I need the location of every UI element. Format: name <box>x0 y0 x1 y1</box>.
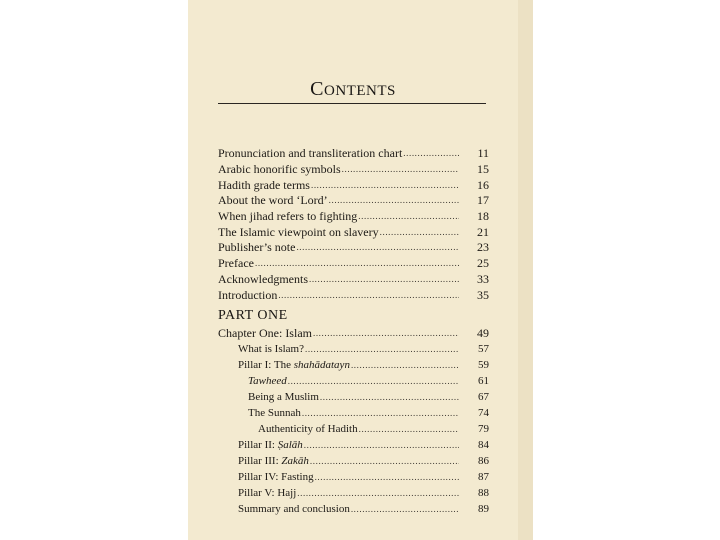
leader-dots <box>351 505 459 514</box>
toc-entry-page: 49 <box>477 326 489 340</box>
leader-dots <box>278 291 459 300</box>
toc-entry-label: Summary and conclusion <box>238 503 350 515</box>
toc-entry-page: 16 <box>477 178 489 192</box>
toc-entry[interactable] <box>238 439 489 452</box>
toc-entry-page: 67 <box>478 391 489 403</box>
toc-entry-label: The Islamic viewpoint on slavery <box>218 225 379 239</box>
toc-entry[interactable] <box>238 503 489 516</box>
leader-dots <box>305 345 459 354</box>
toc-entry[interactable] <box>218 326 489 340</box>
toc-entry-label: What is Islam? <box>238 343 304 355</box>
leader-dots <box>311 181 459 190</box>
leader-dots <box>304 441 459 450</box>
toc-entry[interactable] <box>238 487 489 500</box>
toc-entry-page: 79 <box>478 423 489 435</box>
toc-entry[interactable] <box>238 359 489 372</box>
toc-entry[interactable] <box>218 225 489 239</box>
toc-entry-label: Acknowledgments <box>218 272 308 286</box>
toc-entry-page: 15 <box>477 162 489 176</box>
toc-entry-label: The Sunnah <box>248 407 301 419</box>
toc-entry[interactable] <box>218 193 489 207</box>
toc-entry-label: Pronunciation and transliteration chart <box>218 146 403 160</box>
toc-entry-page: 57 <box>478 343 489 355</box>
title-rule <box>218 103 486 104</box>
toc-entry-page: 21 <box>477 225 489 239</box>
toc-entry-page: 35 <box>477 288 489 302</box>
toc-entry[interactable] <box>238 455 489 468</box>
toc-entry[interactable] <box>218 209 489 223</box>
toc-entry[interactable] <box>238 471 489 484</box>
leader-dots <box>351 361 459 370</box>
leader-dots <box>403 149 459 158</box>
toc-entry-page: 17 <box>477 193 489 207</box>
toc-entry-page: 23 <box>477 240 489 254</box>
toc-entry-label: Pillar IV: Fasting <box>238 471 314 483</box>
toc-entry-page: 18 <box>477 209 489 223</box>
toc-entry[interactable] <box>248 407 489 420</box>
toc-entry[interactable] <box>218 288 489 302</box>
leader-dots <box>310 457 459 466</box>
toc-entry-page: 61 <box>478 375 489 387</box>
toc-entry-label: Authenticity of Hadith <box>258 423 358 435</box>
toc-entry[interactable] <box>218 178 489 192</box>
leader-dots <box>313 329 459 338</box>
toc-entry-page: 25 <box>477 256 489 270</box>
leader-dots <box>359 425 459 434</box>
toc-entry-label: Being a Muslim <box>248 391 319 403</box>
leader-dots <box>288 377 459 386</box>
leader-dots <box>255 259 459 268</box>
toc-entry-label: Introduction <box>218 288 278 302</box>
toc-entry[interactable] <box>218 240 489 254</box>
leader-dots <box>296 243 459 252</box>
leader-dots <box>342 165 459 174</box>
toc-entry-page: 88 <box>478 487 489 499</box>
toc-entry-page: 33 <box>477 272 489 286</box>
toc-entry[interactable] <box>218 272 489 286</box>
toc-entry-label: About the word ‘Lord’ <box>218 193 328 207</box>
title-rest: ONTENTS <box>324 83 396 99</box>
toc-entry[interactable] <box>218 256 489 270</box>
leader-dots <box>320 393 459 402</box>
toc-entry-page: 74 <box>478 407 489 419</box>
leader-dots <box>380 228 459 237</box>
toc-entry-page: 84 <box>478 439 489 451</box>
toc-entry[interactable] <box>238 343 489 356</box>
leader-dots <box>358 212 459 221</box>
leader-dots <box>329 196 459 205</box>
toc-entry-label: Hadith grade terms <box>218 178 310 192</box>
page-edge <box>518 0 533 540</box>
toc-entry-page: 86 <box>478 455 489 467</box>
part-heading: PART ONE <box>218 308 288 323</box>
toc-entry-label: Tawheed <box>248 375 287 387</box>
toc-entry-page: 87 <box>478 471 489 483</box>
toc-entry[interactable] <box>258 423 489 436</box>
leader-dots <box>297 489 459 498</box>
page-title <box>188 78 518 101</box>
toc-entry-page: 89 <box>478 503 489 515</box>
toc-entry-label: Preface <box>218 256 254 270</box>
toc-entry-page: 11 <box>477 146 489 160</box>
toc-entry[interactable] <box>218 146 489 160</box>
toc-entry-label: Chapter One: Islam <box>218 326 312 340</box>
toc-entry-label: Pillar V: Hajj <box>238 487 297 499</box>
toc-entry[interactable] <box>218 162 489 176</box>
toc-entry-label: Arabic honorific symbols <box>218 162 341 176</box>
leader-dots <box>315 473 459 482</box>
leader-dots <box>309 275 459 284</box>
toc-entry-page: 59 <box>478 359 489 371</box>
toc-entry[interactable] <box>248 375 489 388</box>
toc-entry-label: Publisher’s note <box>218 240 296 254</box>
toc-entry-label: When jihad refers to fighting <box>218 209 358 223</box>
toc-entry-label: Pillar I: The shahādatayn <box>238 359 350 371</box>
title-initial: C <box>310 78 324 100</box>
toc-entry-label: Pillar II: Ṣalāh <box>238 439 303 451</box>
toc-entry[interactable] <box>248 391 489 404</box>
leader-dots <box>302 409 459 418</box>
toc-entry-label: Pillar III: Zakāh <box>238 455 309 467</box>
